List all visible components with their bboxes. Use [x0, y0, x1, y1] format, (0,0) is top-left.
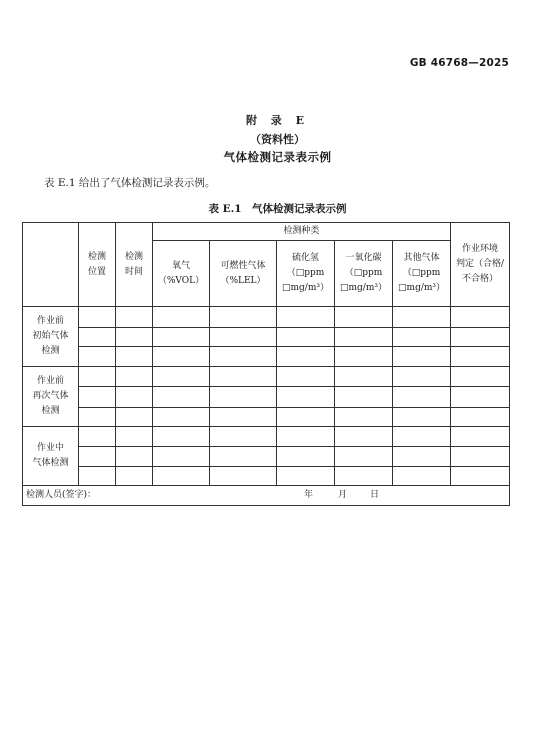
table-row	[23, 327, 510, 346]
table-row	[23, 387, 510, 408]
record-cell[interactable]	[79, 387, 116, 408]
record-cell[interactable]	[153, 347, 210, 366]
record-cell[interactable]	[393, 387, 451, 408]
record-cell[interactable]	[79, 426, 116, 447]
table-row	[23, 466, 510, 485]
group-label: 作业前 初始气体 检测	[23, 307, 79, 366]
table-caption: 表 E.1 气体检测记录表示例	[208, 203, 347, 215]
record-cell[interactable]	[393, 407, 451, 426]
record-cell[interactable]	[393, 426, 451, 447]
record-cell[interactable]	[277, 447, 335, 466]
record-cell[interactable]	[210, 347, 277, 366]
record-cell[interactable]	[335, 447, 393, 466]
record-cell[interactable]	[451, 447, 510, 466]
record-cell[interactable]	[79, 447, 116, 466]
header-combustible: 可燃性气体 （%LEL）	[210, 241, 277, 307]
record-cell[interactable]	[116, 466, 153, 485]
record-cell[interactable]	[451, 387, 510, 408]
intro-paragraph: 表 E.1 给出了气体检测记录表示例。	[44, 177, 216, 189]
header-verdict: 作业环境 判定（合格/ 不合格）	[451, 223, 510, 307]
record-cell[interactable]	[116, 366, 153, 387]
record-cell[interactable]	[451, 466, 510, 485]
record-cell[interactable]	[335, 327, 393, 346]
record-cell[interactable]	[277, 366, 335, 387]
record-cell[interactable]	[277, 387, 335, 408]
table-row	[23, 307, 510, 328]
footer-row	[23, 486, 510, 506]
header-time: 检测 时间	[116, 223, 153, 307]
header-gas-types: 检测种类	[153, 223, 451, 241]
record-cell[interactable]	[153, 387, 210, 408]
record-cell[interactable]	[116, 347, 153, 366]
table-row	[23, 447, 510, 466]
record-cell[interactable]	[277, 466, 335, 485]
record-cell[interactable]	[393, 347, 451, 366]
record-cell[interactable]	[335, 466, 393, 485]
record-cell[interactable]	[393, 307, 451, 328]
record-cell[interactable]	[116, 447, 153, 466]
record-cell[interactable]	[210, 366, 277, 387]
record-cell[interactable]	[277, 307, 335, 328]
record-cell[interactable]	[451, 347, 510, 366]
annex-nature: （资料性）	[250, 133, 305, 146]
record-cell[interactable]	[210, 426, 277, 447]
header-oxygen: 氧气 （%VOL）	[153, 241, 210, 307]
table-row	[23, 426, 510, 447]
record-cell[interactable]	[335, 366, 393, 387]
record-cell[interactable]	[335, 407, 393, 426]
annex-name: 气体检测记录表示例	[223, 150, 332, 164]
record-cell[interactable]	[210, 466, 277, 485]
record-cell[interactable]	[79, 407, 116, 426]
standard-number: GB 46768—2025	[409, 57, 509, 69]
record-cell[interactable]	[79, 307, 116, 328]
record-cell[interactable]	[451, 307, 510, 328]
record-cell[interactable]	[116, 426, 153, 447]
header-position: 检测 位置	[79, 223, 116, 307]
record-cell[interactable]	[153, 447, 210, 466]
table-row	[23, 347, 510, 366]
record-cell[interactable]	[116, 307, 153, 328]
record-cell[interactable]	[210, 447, 277, 466]
record-cell[interactable]	[79, 366, 116, 387]
annex-title: 附 录 E	[245, 114, 310, 127]
group-label: 作业中 气体检测	[23, 426, 79, 485]
record-cell[interactable]	[79, 327, 116, 346]
record-cell[interactable]	[210, 327, 277, 346]
group-label: 作业前 再次气体 检测	[23, 366, 79, 426]
record-cell[interactable]	[451, 426, 510, 447]
record-cell[interactable]	[335, 347, 393, 366]
header-co: 一氧化碳 （□ppm □mg/m³）	[335, 241, 393, 307]
record-cell[interactable]	[451, 366, 510, 387]
record-cell[interactable]	[210, 407, 277, 426]
record-cell[interactable]	[116, 407, 153, 426]
record-cell[interactable]	[79, 466, 116, 485]
record-cell[interactable]	[153, 327, 210, 346]
signature-row[interactable]	[23, 486, 510, 506]
record-cell[interactable]	[116, 327, 153, 346]
year-label: 年	[304, 490, 314, 501]
record-cell[interactable]	[116, 387, 153, 408]
record-cell[interactable]	[153, 466, 210, 485]
record-cell[interactable]	[451, 327, 510, 346]
record-cell[interactable]	[277, 347, 335, 366]
record-cell[interactable]	[335, 426, 393, 447]
record-cell[interactable]	[153, 407, 210, 426]
record-cell[interactable]	[393, 327, 451, 346]
header-h2s: 硫化氢 （□ppm □mg/m³）	[277, 241, 335, 307]
record-cell[interactable]	[153, 366, 210, 387]
record-cell[interactable]	[277, 407, 335, 426]
record-cell[interactable]	[153, 426, 210, 447]
day-label: 日	[370, 490, 380, 501]
gas-detection-record-table	[22, 222, 510, 506]
record-cell[interactable]	[393, 366, 451, 387]
record-cell[interactable]	[335, 307, 393, 328]
record-cell[interactable]	[277, 426, 335, 447]
record-cell[interactable]	[393, 447, 451, 466]
record-cell[interactable]	[335, 387, 393, 408]
month-label: 月	[338, 490, 348, 501]
table-row	[23, 407, 510, 426]
record-cell[interactable]	[393, 466, 451, 485]
record-cell[interactable]	[451, 407, 510, 426]
record-cell[interactable]	[277, 327, 335, 346]
corner-cell	[23, 223, 79, 307]
record-cell[interactable]	[153, 307, 210, 328]
inspector-signature-label: 检测人员(签字)：	[26, 490, 97, 501]
table-row	[23, 366, 510, 387]
header-other: 其他气体 （□ppm □mg/m³）	[393, 241, 451, 307]
record-cell[interactable]	[210, 387, 277, 408]
record-cell[interactable]	[210, 307, 277, 328]
record-cell[interactable]	[79, 347, 116, 366]
